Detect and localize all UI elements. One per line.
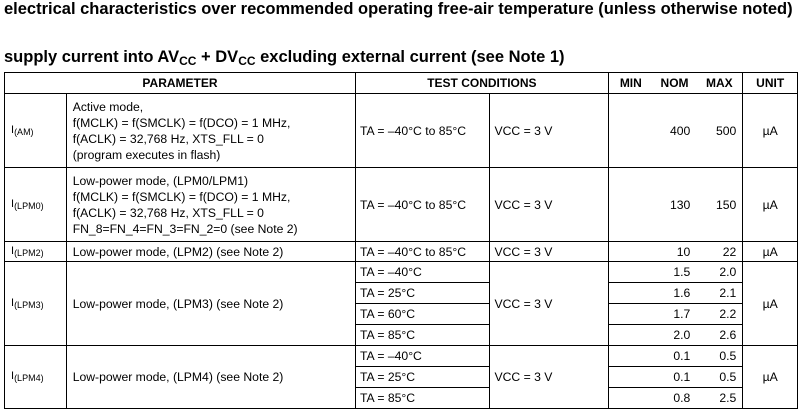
condition-ta: TA = 25°C xyxy=(355,283,490,304)
desc-line: Low-power mode, (LPM0/LPM1) xyxy=(72,173,249,188)
param-symbol xyxy=(5,94,67,168)
min-value xyxy=(608,367,653,388)
max-value: 0.5 xyxy=(696,367,743,388)
desc-line: Active mode, xyxy=(72,99,144,114)
condition-ta: TA = –40°C to 85°C xyxy=(355,94,490,168)
min-value xyxy=(608,168,653,242)
condition-vcc: VCC = 3 V xyxy=(490,346,608,409)
min-value xyxy=(608,304,653,325)
table-title xyxy=(4,47,565,71)
nom-value: 1.6 xyxy=(653,283,696,304)
nom-value: 0.1 xyxy=(653,367,696,388)
nom-value: 0.1 xyxy=(653,346,696,367)
max-value: 22 xyxy=(696,242,743,262)
section-heading: electrical characteristics over recommended operating free-air temperature (unless otherwise noted) xyxy=(4,0,793,18)
nom-value: 400 xyxy=(653,94,696,168)
min-value xyxy=(608,325,653,346)
symbol-text: I xyxy=(11,123,15,136)
min-value xyxy=(608,283,653,304)
table-title-sub1: CC xyxy=(179,54,197,68)
unit-value: µA xyxy=(743,346,798,409)
param-description: Low-power mode, (LPM4) (see Note 2) xyxy=(66,346,355,409)
condition-ta: TA = –40°C to 85°C xyxy=(355,242,490,262)
min-value xyxy=(608,346,653,367)
nom-value: 2.0 xyxy=(653,325,696,346)
symbol-text: I xyxy=(11,296,15,309)
max-value: 2.2 xyxy=(696,304,743,325)
max-value: 2.0 xyxy=(696,262,743,283)
col-max: MAX xyxy=(696,73,743,94)
unit-value: µA xyxy=(743,168,798,242)
nom-value: 0.8 xyxy=(653,388,696,409)
condition-ta: TA = 25°C xyxy=(355,367,490,388)
condition-ta: TA = –40°C xyxy=(355,346,490,367)
col-test-conditions: TEST CONDITIONS xyxy=(355,73,608,94)
symbol-subscript: (LPM2) xyxy=(14,247,44,258)
condition-vcc: VCC = 3 V xyxy=(490,242,608,262)
max-value: 2.6 xyxy=(696,325,743,346)
symbol-subscript: (LPM0) xyxy=(14,200,44,211)
table-row-lpm3 xyxy=(5,262,798,283)
param-description xyxy=(66,168,355,242)
symbol-subscript: (AM) xyxy=(14,126,34,137)
col-nom: NOM xyxy=(653,73,696,94)
supply-current-table xyxy=(4,72,798,409)
condition-vcc: VCC = 3 V xyxy=(490,262,608,346)
param-description xyxy=(66,94,355,168)
table-row-active-mode xyxy=(5,94,798,168)
desc-line: (program executes in flash) xyxy=(72,147,221,162)
table-row-lpm4 xyxy=(5,346,798,367)
table-title-sub2: CC xyxy=(238,54,256,68)
desc-line: FN_8=FN_4=FN_3=FN_2=0 (see Note 2) xyxy=(72,221,298,236)
param-symbol xyxy=(5,242,67,262)
desc-line: f(ACLK) = 32,768 Hz, XTS_FLL = 0 xyxy=(72,205,264,220)
min-value xyxy=(608,388,653,409)
param-symbol xyxy=(5,262,67,346)
condition-vcc: VCC = 3 V xyxy=(490,94,608,168)
header-row xyxy=(5,73,798,94)
table-title-suffix: excluding external current (see Note 1) xyxy=(255,48,565,66)
nom-value: 10 xyxy=(653,242,696,262)
condition-ta: TA = 60°C xyxy=(355,304,490,325)
param-description: Low-power mode, (LPM3) (see Note 2) xyxy=(66,262,355,346)
nom-value: 1.7 xyxy=(653,304,696,325)
min-value xyxy=(608,262,653,283)
condition-vcc: VCC = 3 V xyxy=(490,168,608,242)
min-value xyxy=(608,94,653,168)
table-title-prefix: supply current into AV xyxy=(4,48,180,66)
symbol-subscript: (LPM4) xyxy=(14,373,44,383)
condition-ta: TA = –40°C xyxy=(355,262,490,283)
table-row-lpm0 xyxy=(5,168,798,242)
desc-line: f(MCLK) = f(SMCLK) = f(DCO) = 1 MHz, xyxy=(72,189,291,204)
col-unit: UNIT xyxy=(743,73,798,94)
nom-value: 130 xyxy=(653,168,696,242)
max-value: 2.1 xyxy=(696,283,743,304)
condition-ta: TA = 85°C xyxy=(355,388,490,409)
max-value: 0.5 xyxy=(696,346,743,367)
col-parameter: PARAMETER xyxy=(5,73,356,94)
unit-value: µA xyxy=(743,94,798,168)
desc-line: f(MCLK) = f(SMCLK) = f(DCO) = 1 MHz, xyxy=(72,115,291,130)
unit-value: µA xyxy=(743,242,798,262)
nom-value: 1.5 xyxy=(653,262,696,283)
table-title-middle: + DV xyxy=(196,48,239,66)
min-value xyxy=(608,242,653,262)
symbol-text: I xyxy=(11,244,15,257)
table-row-lpm2 xyxy=(5,242,798,262)
condition-ta: TA = 85°C xyxy=(355,325,490,346)
desc-line: f(ACLK) = 32,768 Hz, XTS_FLL = 0 xyxy=(72,131,264,146)
param-symbol xyxy=(5,168,67,242)
max-value: 2.5 xyxy=(696,388,743,409)
param-description: Low-power mode, (LPM2) (see Note 2) xyxy=(66,242,355,262)
param-symbol xyxy=(5,346,67,409)
unit-value: µA xyxy=(743,262,798,346)
symbol-subscript: (LPM3) xyxy=(14,299,44,310)
symbol-text: I xyxy=(11,197,15,210)
condition-ta: TA = –40°C to 85°C xyxy=(355,168,490,242)
max-value: 150 xyxy=(696,168,743,242)
symbol-text: I xyxy=(11,370,15,382)
col-min: MIN xyxy=(608,73,653,94)
max-value: 500 xyxy=(696,94,743,168)
